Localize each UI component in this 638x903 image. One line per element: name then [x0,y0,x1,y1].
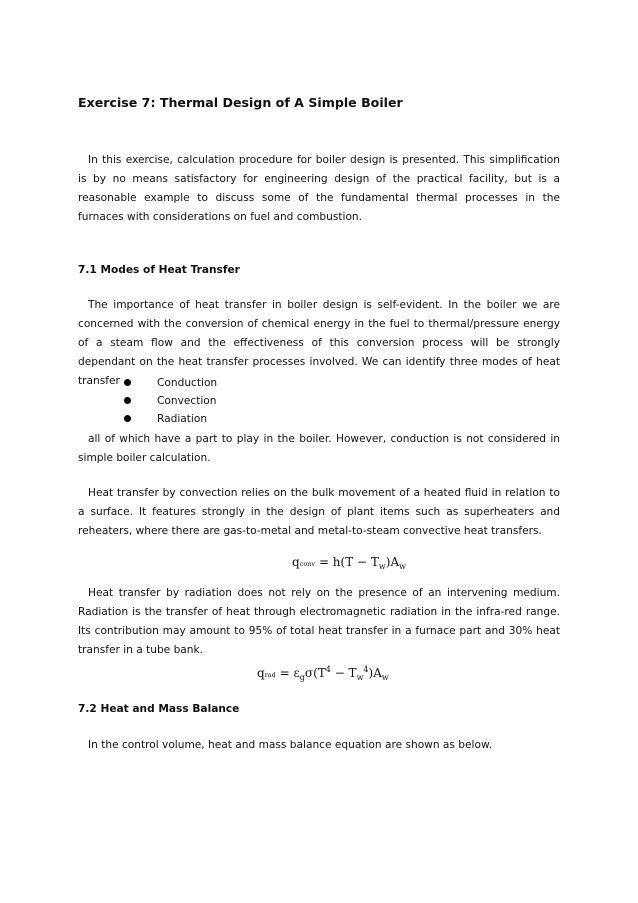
eq-lhs: q [257,666,265,680]
eq-superscript: 4 [325,665,331,674]
list-item-label: Conduction [157,377,218,389]
radiation-paragraph: Heat transfer by radiation does not rely on the presence of an intervening medium. Radiation is the transfer of heat through electromagnetic radiation in the infra-red range. Its contribution may amount to 95% of total heat transfer in a furnace part and 30% heat transfer in a tube bank. [78,587,560,656]
convection-paragraph: Heat transfer by convection relies on the bulk movement of a heated fluid in relation to a surface. It features strongly in the design of plant items such as superheaters and reheaters, where there are gas-to-metal and metal-to-steam convective heat transfers. [78,487,560,537]
bullet-icon [124,415,131,422]
eq-rhs-part: = ε [279,666,300,680]
modes-paragraph: The importance of heat transfer in boiler design is self-evident. In the boiler we are concerned with the conversion of chemical energy in the fuel to thermal/pressure energy of a steam flow and the effectiveness of this conversion process will be strongly dependant on the heat transfer processes involved. We can identify three modes of heat transfer [78,299,560,387]
page-title: Exercise 7: Thermal Design of A Simple Boiler [78,95,403,110]
list-item [124,374,217,392]
bullet-icon [124,379,131,386]
eq-rhs-part: )A [385,555,400,569]
eq-lhs: q [292,555,300,569]
eq-subscript: w [399,562,406,571]
list-item [124,392,217,410]
section-heading-balance: 7.2 Heat and Mass Balance [78,703,240,715]
radiation-equation [257,665,389,682]
eq-rhs-part: = h(T − T [318,555,379,569]
convection-equation [292,555,406,571]
eq-subscript: g [299,673,305,682]
bullet-icon [124,397,131,404]
eq-lhs-subscript: rad [264,671,276,679]
conduction-paragraph: all of which have a part to play in the boiler. However, conduction is not considered in simple boiler calculation. [78,433,560,464]
eq-subscript: w [381,673,389,682]
eq-rhs-part: − T [330,666,357,680]
intro-paragraph: In this exercise, calculation procedure for boiler design is presented. This simplification is by no means satisfactory for engineering design of the practical facility, but is a reasonable example to discuss some of the fundamental thermal processes in the furnaces with considerations on fuel and combustion. [78,154,560,223]
eq-subscript: w [378,562,386,571]
list-item-label: Convection [157,395,217,407]
eq-superscript: 4 [363,665,369,674]
section-heading-modes: 7.1 Modes of Heat Transfer [78,264,240,276]
list-item-label: Radiation [157,413,208,425]
list-item [124,410,207,428]
balance-paragraph: In the control volume, heat and mass balance equation are shown as below. [88,739,493,751]
eq-rhs-part: σ(T [304,666,326,680]
eq-subscript: w [356,673,364,682]
eq-lhs-subscript: conv [299,560,316,568]
eq-rhs-part: )A [368,666,382,680]
